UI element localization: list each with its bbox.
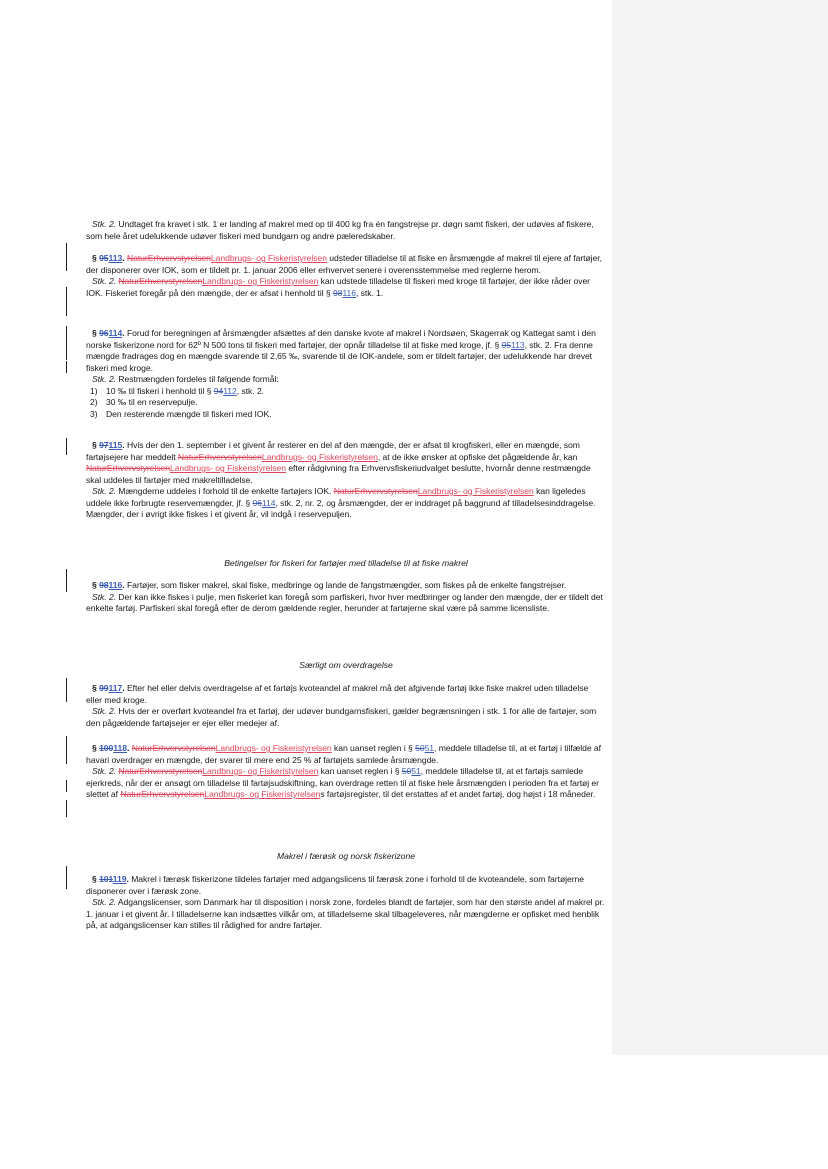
- purpose-list: [86, 386, 606, 421]
- change-bar: [66, 287, 67, 316]
- section-sign: §: [92, 874, 100, 884]
- deleted-text: NaturErhvervstyrelsen: [118, 276, 203, 286]
- stk-label: Stk. 2.: [92, 276, 117, 286]
- deleted-reference: 50: [401, 766, 412, 776]
- stk-label: Stk. 2.: [92, 706, 117, 716]
- section-sign: §: [92, 253, 100, 263]
- deleted-text: NaturErhvervstyrelsen: [118, 766, 203, 776]
- list-number: 2): [90, 397, 98, 407]
- change-bar: [66, 243, 67, 271]
- section-sign: §: [92, 440, 100, 450]
- change-bar: [66, 326, 67, 360]
- inserted-text: Landbrugs- og Fiskeristyrelsen: [204, 789, 321, 799]
- section-112-stk2: [86, 219, 606, 242]
- inserted-text: Landbrugs- og Fiskeristyrelsen: [417, 486, 534, 496]
- paragraph-text: kan udstede tilladelse til fiskeri med kroge til fartøjer, der ikke råder over IOK. Fiskeriet foregår på den mængde, der er afsat i henhold til §: [86, 276, 590, 298]
- deleted-reference: 50: [415, 743, 425, 753]
- paragraph-text: kan ligeledes uddele ikke forbrugte reservemængder, jf. §: [86, 486, 586, 508]
- change-bar: [66, 866, 67, 889]
- section-dot: .: [126, 874, 132, 884]
- inserted-reference: 116: [342, 287, 356, 298]
- section-119: [86, 874, 606, 932]
- list-item: [86, 409, 606, 421]
- list-text: 10 ‰ til fiskeri i henhold til §: [106, 385, 214, 396]
- change-bar: [66, 569, 67, 592]
- list-number: 1): [90, 385, 98, 396]
- change-bar: [66, 678, 67, 702]
- change-bar: [66, 780, 67, 792]
- deleted-number: 97: [99, 440, 109, 450]
- stk-label: Stk. 2.: [92, 219, 117, 229]
- paragraph-text: , stk. 2, nr. 2, og årsmængder, der er inddraget på baggrund af tilladelsesinddragelse. Mængder, der i øvrigt ikke fiskes i et givent år, vil indgå i reservepuljen.: [86, 497, 596, 519]
- list-text: 30 ‰ til en reservepulje.: [106, 397, 198, 407]
- stk-label: Stk. 2.: [92, 897, 117, 907]
- stk-label: Stk. 2.: [92, 591, 117, 602]
- paragraph-text: Hvis der er overført kvoteandel fra et fartøj, der udøver bundgarnsfiskeri, gælder begrænsningen i stk. 1 for alle de fartøjer, som den pågældende fartøjsejer er ejer eller medejer af.: [86, 706, 597, 728]
- inserted-text: Landbrugs- og Fiskeristyrelsen: [210, 253, 327, 263]
- section-117: [86, 683, 606, 729]
- section-115: [86, 440, 606, 521]
- inserted-reference: 51: [411, 766, 421, 776]
- inserted-reference: 51: [424, 743, 435, 753]
- inserted-text: Landbrugs- og Fiskeristyrelsen: [202, 766, 319, 776]
- paragraph-text: Restmængden fordeles til følgende formål:: [116, 374, 279, 384]
- section-dot: .: [122, 440, 127, 450]
- inserted-number: 118: [113, 743, 127, 753]
- change-bar: [66, 800, 67, 817]
- section-sign: §: [92, 683, 100, 693]
- paragraph-text: Mængderne uddeles i forhold til de enkelte fartøjers IOK.: [116, 486, 334, 496]
- deleted-text: NaturErhvervstyrelsen: [120, 789, 205, 799]
- deleted-reference: 94: [213, 385, 224, 396]
- list-text: Den resterende mængde til fiskeri med IOK.: [106, 408, 272, 419]
- section-sign: §: [92, 328, 100, 338]
- deleted-reference: 95: [501, 339, 512, 350]
- deleted-text: NaturErhvervstyrelsen: [333, 486, 418, 496]
- section-dot: .: [127, 743, 132, 753]
- inserted-number: 116: [108, 580, 123, 590]
- inserted-text: Landbrugs- og Fiskeristyrelsen: [215, 743, 332, 753]
- inserted-reference: 114: [261, 497, 276, 508]
- paragraph-text: Fartøjer, som fisker makrel, skal fiske, medbringe og lande de fangstmængder, som fiskes på de enkelte fangstrejser.: [126, 580, 567, 590]
- deleted-text: NaturErhvervstyrelsen: [126, 253, 211, 263]
- paragraph-text: kan uanset reglen i §: [331, 743, 416, 753]
- change-bar: [66, 361, 67, 373]
- paragraph-text: , at de ikke ønsker at opfiske det pågældende år, kan: [377, 451, 578, 462]
- paragraph-text: udsteder tilladelse til at fiske en årsmængde af makrel til ejere af fartøjer, der disponerer over IOK, som er tildelt pr. 1. januar 2006 eller erhvervet senere i overensstemmelse med reglerne herom.: [86, 253, 602, 275]
- inserted-number: 114: [108, 328, 123, 338]
- paragraph-text: Makrel i færøsk fiskerizone tildeles fartøjer med adgangslicens til færøsk zone i forhold til de kvoteandele, som fartøjerne disponerer over i færøsk zone.: [86, 874, 584, 896]
- deleted-number: 96: [99, 328, 109, 338]
- list-text: , stk. 2.: [236, 385, 265, 396]
- inserted-reference: 112: [223, 385, 237, 396]
- inserted-number: 119: [112, 874, 127, 884]
- paragraph-text: , stk. 1.: [356, 287, 384, 298]
- paragraph-text: Undtaget fra kravet i stk. 1 er landing af makrel med op til 400 kg fra én fangstrejse pr. døgn samt fiskeri, der udøves af fiskere, som hele året udelukkende udøver fiskeri med bundgarn og andre pæleredskaber.: [86, 219, 594, 241]
- paragraph-text: Der kan ikke fiskes i pulje, men fiskeriet kan foregå som parfiskeri, hvor hver medbringer og lander den mængde, der er tildelt det enkelte fartøj. Parfiskeri skal foregå efter de derom gældende regler, herunder at fartøjerne skal være på samme licensliste.: [86, 591, 603, 613]
- section-dot: .: [122, 580, 127, 590]
- change-bar: [66, 438, 67, 455]
- section-sign: §: [92, 580, 100, 590]
- section-114: [86, 328, 606, 420]
- deleted-text: NaturErhvervstyrelsen: [86, 463, 170, 473]
- paragraph-text: efter rådgivning fra Erhvervsfiskeriudvalget beslutte, hvornår denne restmængde skal uddeles til fartøjer med makreltilladelse.: [86, 463, 591, 485]
- inserted-reference: 113: [511, 339, 525, 350]
- paragraph-text: Hvis der den 1. september i et givent år resterer en del af den mængde, der er afsat til krogfiskeri, eller en mængde, som fartøjsejere har meddelt: [86, 440, 580, 462]
- inserted-number: 117: [108, 683, 123, 693]
- deleted-number: 100: [99, 743, 114, 753]
- section-116: [86, 580, 606, 615]
- stk-label: Stk. 2.: [92, 486, 117, 496]
- section-heading: Særligt om overdragelse: [299, 660, 393, 670]
- paragraph-text: , meddele tilladelse til, at et fartøj i tilfælde af havari overdrager en mængde, der svarer til mere end 25 % af fartøjets samlede årsmængde.: [86, 743, 601, 765]
- section-113: [86, 253, 606, 299]
- section-sign: §: [92, 743, 100, 753]
- deleted-text: NaturErhvervstyrelsen: [177, 451, 262, 462]
- section-heading: Betingelser for fiskeri for fartøjer med tilladelse til at fiske makrel: [224, 558, 468, 568]
- paragraph-text: Forud for beregningen af årsmængder afsættes af den danske kvote af makrel i Nordsøen, Skagerrak og Kattegat samt i den norske fiskerizone nord for 62º N 500 tons til fiskeri med fartøjer, der opnår tilladelse til at fiske med kroge, jf. §: [86, 328, 596, 350]
- change-bar: [66, 736, 67, 764]
- deleted-number: 101: [99, 874, 113, 884]
- deleted-reference: 96: [252, 497, 262, 508]
- deleted-number: 99: [99, 683, 109, 693]
- paragraph-text: , stk. 2. Fra denne mængde fradrages dog en mængde svarende til 2,65 ‰, svarende til de IOK-andele, som er tildelt fartøjer, der udelukkende har drevet fiskeri med kroge.: [86, 339, 593, 373]
- stk-label: Stk. 2.: [92, 766, 117, 776]
- deleted-number: 98: [99, 580, 109, 590]
- section-118: [86, 743, 606, 801]
- paragraph-text: kan uanset reglen i §: [318, 766, 402, 776]
- deleted-number: 95: [99, 253, 109, 263]
- inserted-number: 115: [108, 440, 123, 450]
- deleted-reference: 98: [332, 287, 343, 298]
- paragraph-text: Efter hel eller delvis overdragelse af et fartøjs kvoteandel af makrel må det afgivende fartøj ikke fiske makrel uden tilladelse eller med kroge.: [86, 683, 589, 705]
- paragraph-text: Adgangslicenser, som Danmark har til disposition i norsk zone, fordeles blandt de fartøjer, som har den største andel af makrel pr. 1. januar i et givent år. I tilladelserne kan indsættes vilkår om, at tilladelserne skal tilbageleveres, når mængderne er opfisket med henblik på, at adgangslicenser kan stilles til rådighed for andre fartøjer.: [86, 897, 605, 930]
- list-item: [86, 397, 606, 409]
- paragraph-text: fartøjsregister, til det erstattes af et andet fartøj, dog højst i 18 måneder.: [324, 789, 596, 799]
- paragraph-text: , meddele tilladelse til, at et fartøjs samlede ejerkreds, når der er ansøgt om tilladelse til fartøjsudskiftning, kan overdrage retten til at fiske hele årsmængden i perioden fra et fartøj er slettet af: [86, 766, 599, 799]
- section-heading: Makrel i færøsk og norsk fiskerizone: [276, 851, 416, 861]
- paragraph-text: s: [320, 789, 325, 799]
- stk-label: Stk. 2.: [92, 374, 117, 384]
- section-dot: .: [122, 253, 127, 263]
- inserted-text: Landbrugs- og Fiskeristyrelsen: [169, 463, 286, 473]
- section-dot: .: [122, 328, 127, 338]
- deleted-text: NaturErhvervstyrelsen: [131, 743, 216, 753]
- section-dot: .: [122, 683, 127, 693]
- inserted-number: 113: [108, 253, 123, 263]
- list-item: [86, 386, 606, 398]
- inserted-text: Landbrugs- og Fiskeristyrelsen: [202, 276, 319, 286]
- list-number: 3): [90, 408, 98, 419]
- inserted-text: Landbrugs- og Fiskeristyrelsen: [261, 451, 378, 462]
